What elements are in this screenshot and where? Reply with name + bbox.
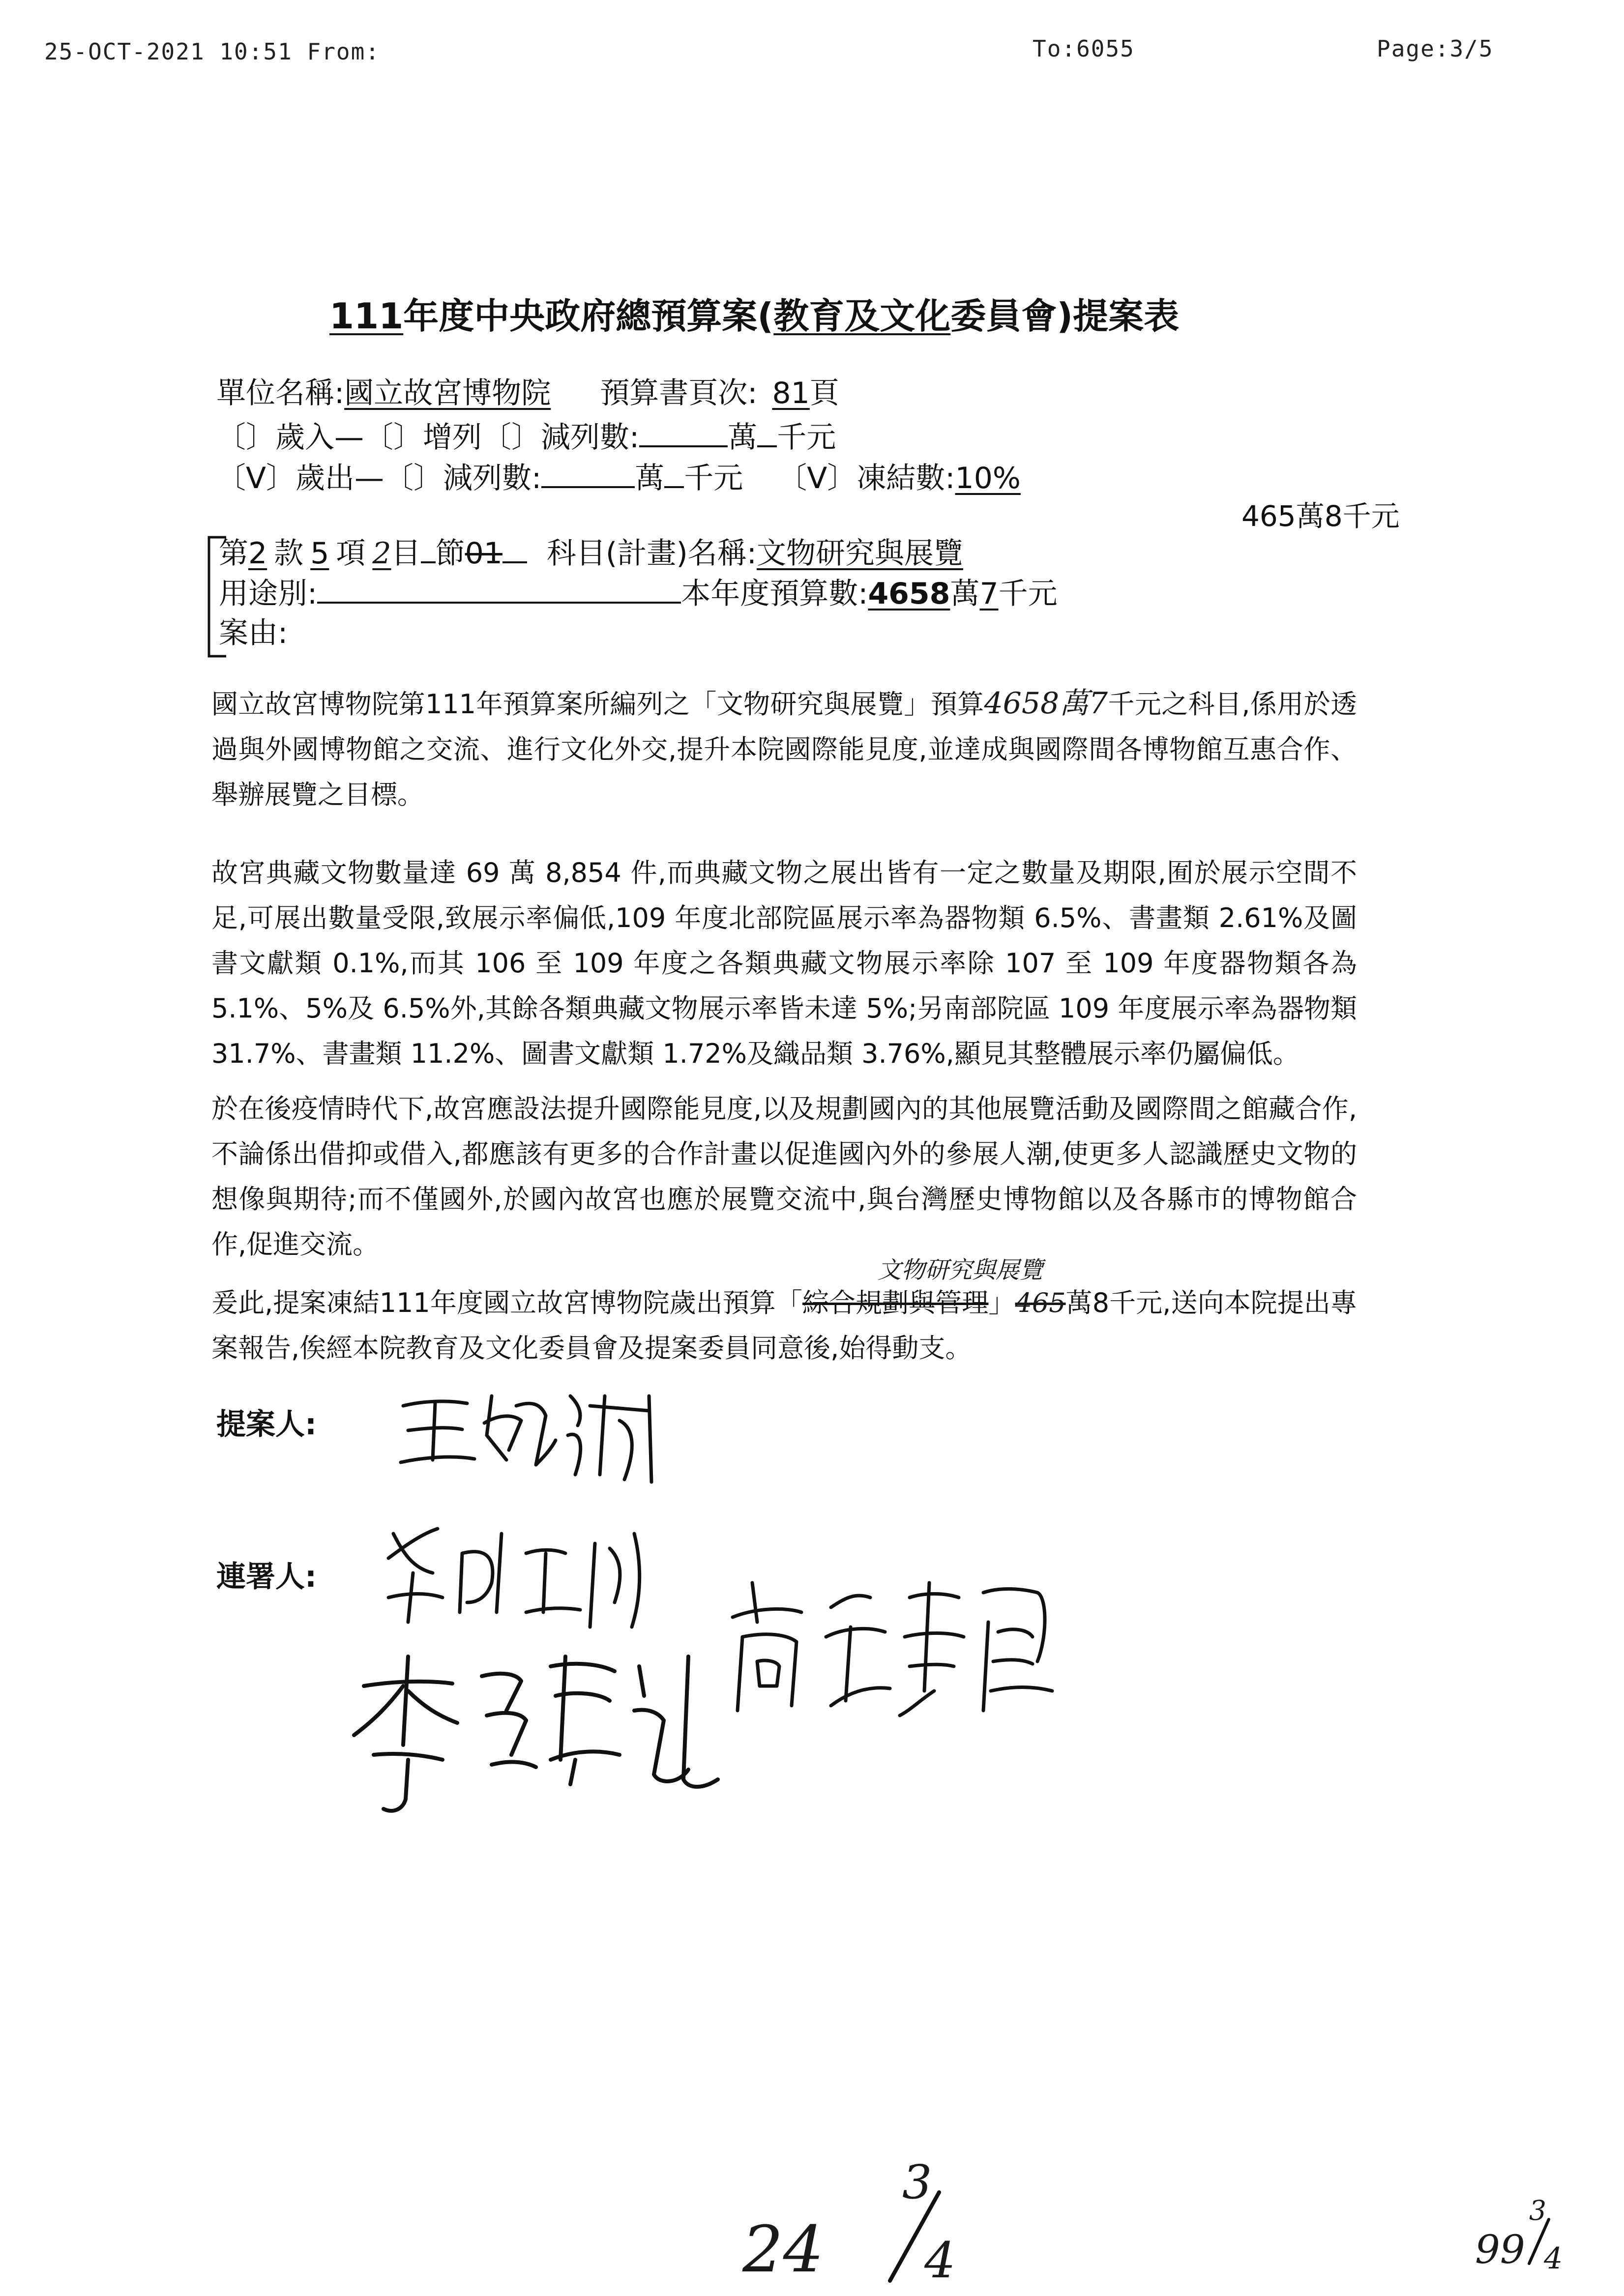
paragraph-2: 故宮典藏文物數量達 69 萬 8,854 件,而典藏文物之展出皆有一定之數量及期限,囿於展示空間不足,可展出數量受限,致展示率偏低,109 年度北部院區展示率為器物類 6.5%、書畫類 2.61%及圖書文獻類 0.1%,而其 106 至 109 年度之各類典藏文物展示率除 107 至 109 年度器物類各為 5.1%、5%及 6.5%外,其餘各類典藏文物展示率皆未達 5%;另南部院區 109 年度展示率為器物類 31.7%、書畫類 11.2%、圖書文獻類 1.72%及織品類 3.76%,顯見其整體展示率仍屬偏低。 — [211, 857, 1357, 1069]
budget-page-number: 81 — [772, 376, 810, 410]
expense-line: 〔V〕歲出—〔〕減列數: 萬 千元 〔V〕凍結數:10% — [216, 461, 1021, 495]
footer-number: 24 — [742, 2212, 824, 2287]
freeze-amount-handwritten: 465萬8千元 — [1241, 499, 1400, 533]
handwritten-amount: 465 — [1015, 1287, 1066, 1318]
paragraph-4: 爰此,提案凍結111年度國立故宮博物院歲出預算「綜合規劃與管理」465萬8千元,送向本院提出專案報告,俟經本院教育及文化委員會及提案委員同意後,始得動支。 — [211, 1287, 1358, 1364]
cosigner-signature-1 — [379, 1514, 654, 1642]
budget-item-line: 第2 款 5 項 2目 節01 科目(計畫)名稱:文物研究與展覽 — [219, 536, 963, 571]
cosigner-signature-2 — [344, 1637, 747, 1824]
corner-fraction-numerator: 3 — [1529, 2195, 1546, 2226]
paragraph-3: 於在後疫情時代下,故宮應設法提升國際能見度,以及規劃國內的其他展覽活動及國際間之館藏合作,不論係出借抑或借入,都應該有更多的合作計畫以促進國內外的參展人潮,使更多人認識歷史文物的想像與期待;而不僅國外,於國內故宮也應於展覽交流中,與台灣歷史博物館以及各縣市的博物館合作,促進交流。 — [211, 1093, 1357, 1260]
reason-label: 案由: — [219, 616, 288, 650]
struck-subject: 綜合規劃與管理 — [802, 1287, 989, 1318]
corner-number: 99 — [1475, 2227, 1525, 2272]
title-committee: 教育及文化 — [773, 295, 951, 337]
footer-fraction-numerator: 3 — [902, 2155, 932, 2209]
cosigner-label: 連署人: — [216, 1560, 317, 1594]
use-line: 用途別: 本年度預算數:4658萬7千元 — [219, 577, 1058, 611]
footer-fraction-denominator: 4 — [924, 2232, 956, 2289]
fax-datetime: 25-OCT-2021 10:51 From: — [44, 38, 380, 65]
budget-qian: 7 — [979, 577, 999, 611]
proposer-signature — [393, 1376, 669, 1489]
budget-wan: 4658 — [868, 577, 950, 611]
cosigner-signature-3 — [723, 1563, 1067, 1725]
proposer-label: 提案人: — [216, 1407, 317, 1442]
paragraph-1: 國立故宮博物院第111年預算案所編列之「文物研究與展覽」預算4658萬7千元之科目,係用於透過與外國博物館之交流、進行文化外交,提升本院國際能見度,並達成與國際間各博物館互惠合作、舉辦展覽之目標。 — [211, 686, 1357, 810]
title-year: 111 — [329, 295, 404, 337]
fax-to: To:6055 — [1033, 35, 1135, 62]
unit-line: 單位名稱:國立故宮博物院 預算書頁次: 81頁 — [216, 376, 839, 410]
handwritten-budget: 4658萬7 — [984, 686, 1108, 721]
unit-name: 國立故宮博物院 — [344, 376, 551, 410]
freeze-percent: 10% — [955, 461, 1021, 495]
corner-fraction-denominator: 4 — [1544, 2241, 1563, 2276]
page-title: 111年度中央政府總預算案(教育及文化委員會)提案表 — [329, 295, 1180, 337]
revenue-line: 〔〕歲入—〔〕增列〔〕減列數: 萬 千元 — [216, 420, 836, 455]
subject-name: 文物研究與展覽 — [756, 536, 963, 571]
handwritten-insertion: 文物研究與展覽 — [878, 1256, 1043, 1284]
fax-page: Page:3/5 — [1377, 35, 1494, 62]
